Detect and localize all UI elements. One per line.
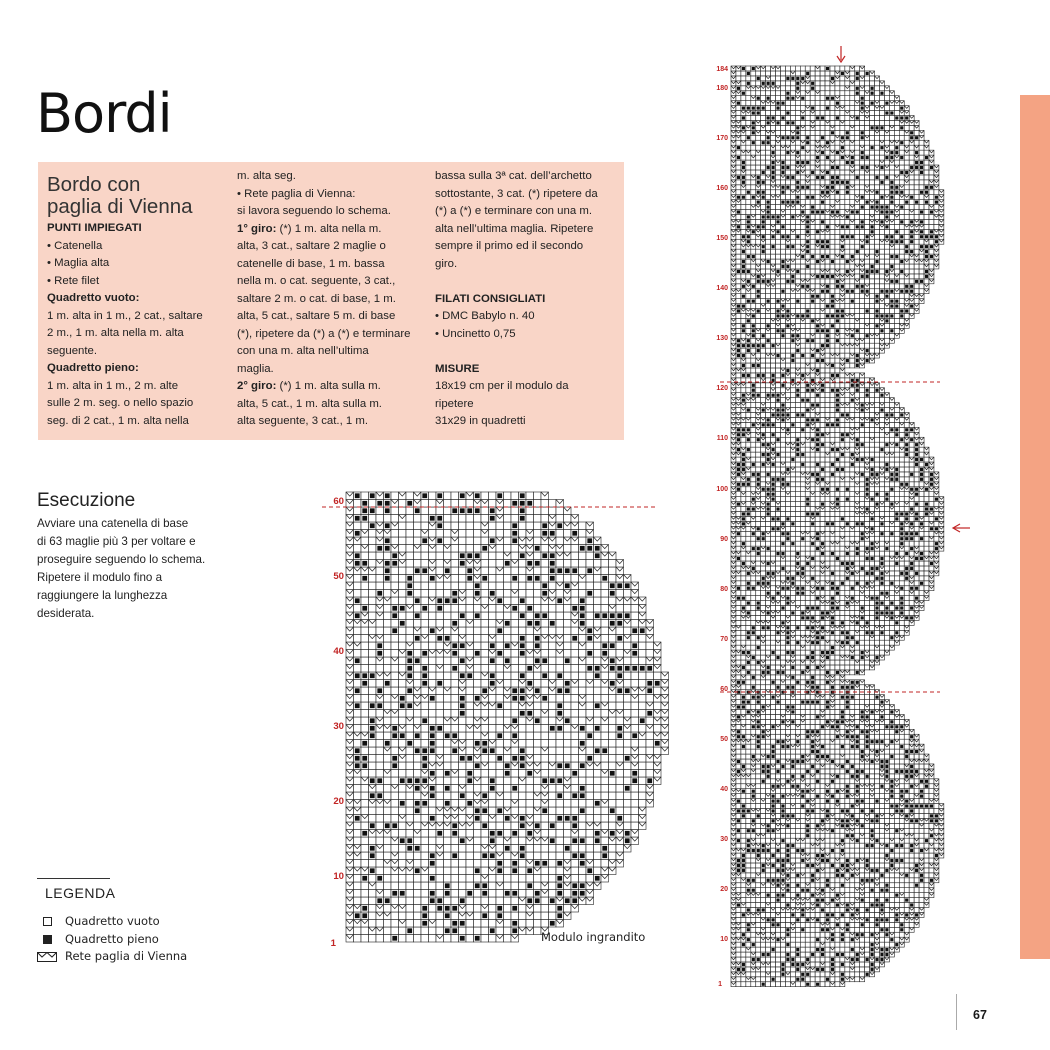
long-row-label: 50 xyxy=(720,736,728,743)
esecuzione-title: Esecuzione xyxy=(37,490,136,511)
legend-title: LEGENDA xyxy=(37,878,110,901)
long-row-label: 40 xyxy=(720,786,728,793)
side-arrow-icon xyxy=(953,524,970,532)
legend-item-filled: Quadretto pieno xyxy=(37,931,197,949)
long-row-label: 70 xyxy=(720,636,728,643)
module-row-label: 60 xyxy=(333,496,344,507)
pieno-line: 1 m. alta in 1 m., 2 m. alte xyxy=(47,379,179,392)
col2-line: • Rete paglia di Vienna: xyxy=(237,187,356,200)
long-row-label: 184 xyxy=(716,66,728,73)
page-number: 67 xyxy=(973,1008,987,1022)
filati-item: • Uncinetto 0,75 xyxy=(435,327,516,340)
giro1-line: alta, 5 cat., saltare 5 m. di base xyxy=(237,310,396,322)
long-row-label: 120 xyxy=(716,385,728,392)
long-row-label: 150 xyxy=(716,235,728,242)
module-row-label: 20 xyxy=(333,796,344,807)
giro1-line: 1° giro: (*) 1 m. alta nella m. xyxy=(237,222,382,235)
long-row-label: 160 xyxy=(716,185,728,192)
side-accent-band xyxy=(1020,95,1050,959)
page-title: Bordi xyxy=(36,82,172,145)
giro2-line: alta seguente, 3 cat., 1 m. xyxy=(237,415,369,427)
col2-line: si lavora seguendo lo schema. xyxy=(237,205,391,217)
long-row-label: 180 xyxy=(716,85,728,92)
pieno-line: seg. di 2 cat., 1 m. alta nella xyxy=(47,414,189,427)
giro2-line: alta, 5 cat., 1 m. alta sulla m. xyxy=(237,397,382,410)
long-row-label: 140 xyxy=(716,285,728,292)
long-grid xyxy=(731,66,944,987)
misure-item: 31x29 in quadretti xyxy=(435,415,526,427)
long-row-label: 20 xyxy=(720,886,728,893)
module-row-label: 10 xyxy=(333,871,344,882)
legend-item-vienna: Rete paglia di Vienna xyxy=(37,948,197,966)
misure-heading: MISURE xyxy=(435,362,480,375)
esecuzione-text: Avviare una catenella di base di 63 maglie più 3 per voltare e proseguire seguendo lo schema. Ripetere il modulo fino a raggiungere la lunghezza desiderata. xyxy=(37,517,206,620)
legend-item-empty: Quadretto vuoto xyxy=(37,913,197,931)
module-row-label: 30 xyxy=(333,721,344,732)
long-row-label: 110 xyxy=(716,435,728,442)
start-arrow-icon xyxy=(837,46,845,62)
long-row-label: 170 xyxy=(716,135,728,142)
punti-item: • Rete filet xyxy=(47,274,100,287)
pieno-heading: Quadretto pieno: xyxy=(47,362,139,374)
col3-line: (*) a (*) e terminare con una m. xyxy=(435,205,592,217)
col2-line: m. alta seg. xyxy=(237,170,296,182)
col3-line: alta nell’ultima maglia. Ripetere xyxy=(435,222,594,235)
giro2-line: 2° giro: (*) 1 m. alta sulla m. xyxy=(237,380,381,392)
long-row-label: 30 xyxy=(720,836,728,843)
col3-line: bassa sulla 3ª cat. dell’archetto xyxy=(435,170,592,182)
module-grid xyxy=(346,492,669,942)
misure-item: ripetere xyxy=(435,397,474,410)
long-row-label: 130 xyxy=(716,335,728,342)
page-number-divider xyxy=(956,994,957,1030)
module-label: Modulo ingrandito xyxy=(541,930,646,944)
module-row-label: 40 xyxy=(333,646,344,657)
filati-item: • DMC Babylo n. 40 xyxy=(435,310,535,322)
vuoto-heading: Quadretto vuoto: xyxy=(47,292,140,304)
giro1-line: alta, 3 cat., saltare 2 maglie o xyxy=(237,240,386,252)
long-row-label: 90 xyxy=(720,536,728,543)
punti-item: • Maglia alta xyxy=(47,257,110,269)
col3-line: sempre il primo ed il secondo xyxy=(435,240,584,252)
pieno-line: sulle 2 m. seg. o nello spazio xyxy=(47,397,194,409)
box-title: Bordo con paglia di Vienna xyxy=(47,173,193,218)
vuoto-line: 1 m. alta in 1 m., 2 cat., saltare xyxy=(47,309,203,322)
vuoto-line: seguente. xyxy=(47,344,98,357)
filati-heading: FILATI CONSIGLIATI xyxy=(435,292,546,305)
vuoto-line: 2 m., 1 m. alta nella m. alta xyxy=(47,327,184,339)
giro1-line: maglia. xyxy=(237,362,274,375)
col3-line: sottostante, 3 cat. (*) ripetere da xyxy=(435,187,598,200)
long-row-label: 10 xyxy=(720,936,728,943)
punti-heading: PUNTI IMPIEGATI xyxy=(47,222,142,234)
giro1-line: (*), ripetere da (*) a (*) e terminare xyxy=(237,327,411,340)
giro1-line: nella m. o cat. seguente, 3 cat., xyxy=(237,275,396,287)
long-row-label: 1 xyxy=(718,981,722,988)
giro1-line: saltare 2 m. o cat. di base, 1 m. xyxy=(237,292,396,305)
long-row-label: 100 xyxy=(716,486,728,493)
giro1-line: con una m. alta nell’ultima xyxy=(237,345,369,357)
module-row-label: 50 xyxy=(333,571,344,582)
long-row-label: 80 xyxy=(720,586,728,593)
giro1-line: catenelle di base, 1 m. bassa xyxy=(237,257,385,270)
long-row-label: 60 xyxy=(720,686,728,693)
misure-item: 18x19 cm per il modulo da xyxy=(435,380,569,392)
col3-line: giro. xyxy=(435,257,458,270)
punti-item: • Catenella xyxy=(47,239,103,252)
module-row-label: 1 xyxy=(330,938,336,949)
